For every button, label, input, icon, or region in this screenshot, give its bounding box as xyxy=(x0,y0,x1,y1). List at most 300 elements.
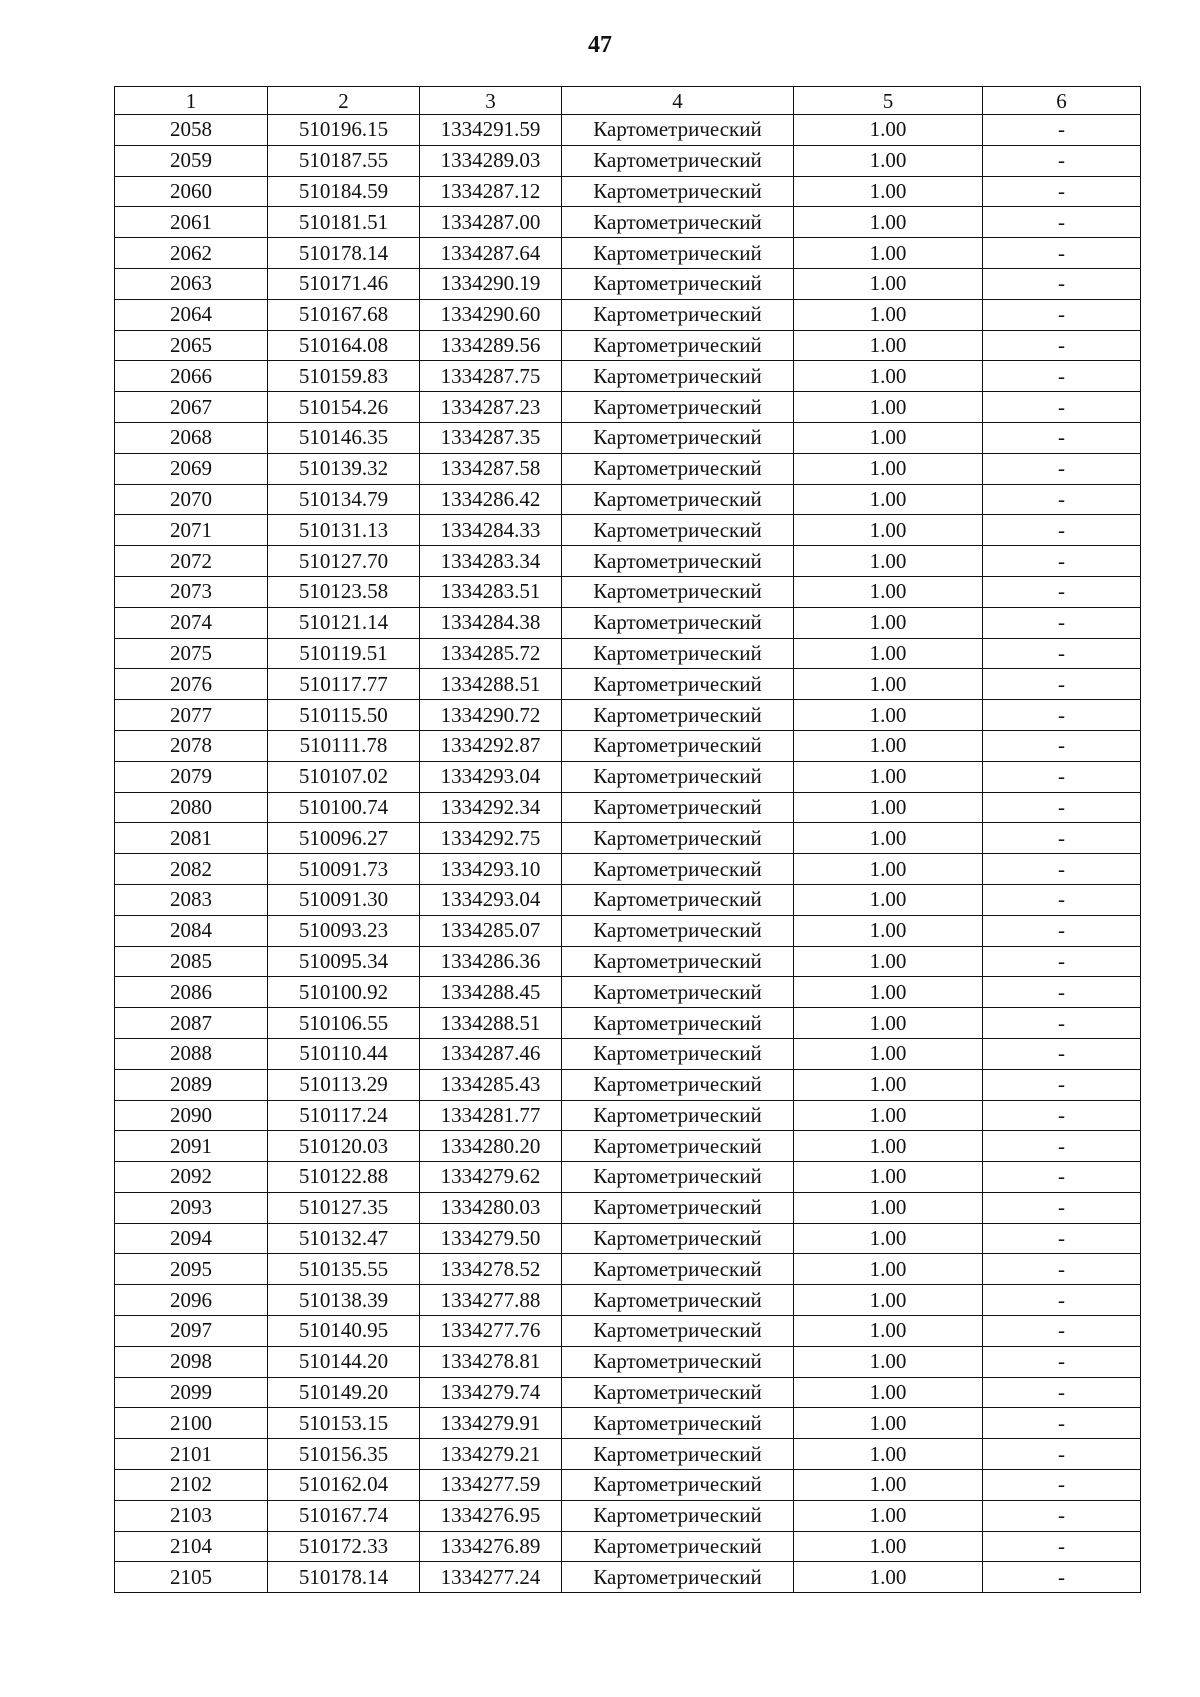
y-coordinate-cell: 1334279.62 xyxy=(420,1162,562,1193)
note-cell: - xyxy=(983,1531,1141,1562)
note-cell: - xyxy=(983,884,1141,915)
x-coordinate-cell: 510113.29 xyxy=(268,1069,420,1100)
point-number-cell: 2086 xyxy=(115,977,268,1008)
note-cell: - xyxy=(983,638,1141,669)
method-cell: Картометрический xyxy=(562,546,794,577)
y-coordinate-cell: 1334284.33 xyxy=(420,515,562,546)
table-row xyxy=(115,1531,1141,1562)
accuracy-cell: 1.00 xyxy=(794,761,983,792)
point-number-cell: 2060 xyxy=(115,176,268,207)
method-cell: Картометрический xyxy=(562,730,794,761)
y-coordinate-cell: 1334289.03 xyxy=(420,145,562,176)
note-cell: - xyxy=(983,823,1141,854)
point-number-cell: 2098 xyxy=(115,1346,268,1377)
point-number-cell: 2074 xyxy=(115,607,268,638)
method-cell: Картометрический xyxy=(562,515,794,546)
note-cell: - xyxy=(983,854,1141,885)
table-row xyxy=(115,1100,1141,1131)
accuracy-cell: 1.00 xyxy=(794,730,983,761)
note-cell: - xyxy=(983,1316,1141,1347)
point-number-cell: 2084 xyxy=(115,915,268,946)
method-cell: Картометрический xyxy=(562,145,794,176)
x-coordinate-cell: 510138.39 xyxy=(268,1285,420,1316)
x-coordinate-cell: 510115.50 xyxy=(268,700,420,731)
y-coordinate-cell: 1334285.72 xyxy=(420,638,562,669)
method-cell: Картометрический xyxy=(562,1100,794,1131)
table-row xyxy=(115,576,1141,607)
y-coordinate-cell: 1334279.21 xyxy=(420,1439,562,1470)
point-number-cell: 2089 xyxy=(115,1069,268,1100)
table-row xyxy=(115,1377,1141,1408)
y-coordinate-cell: 1334287.00 xyxy=(420,207,562,238)
y-coordinate-cell: 1334276.95 xyxy=(420,1500,562,1531)
method-cell: Картометрический xyxy=(562,977,794,1008)
accuracy-cell: 1.00 xyxy=(794,546,983,577)
x-coordinate-cell: 510119.51 xyxy=(268,638,420,669)
y-coordinate-cell: 1334288.45 xyxy=(420,977,562,1008)
point-number-cell: 2091 xyxy=(115,1131,268,1162)
note-cell: - xyxy=(983,576,1141,607)
x-coordinate-cell: 510135.55 xyxy=(268,1254,420,1285)
accuracy-cell: 1.00 xyxy=(794,1531,983,1562)
method-cell: Картометрический xyxy=(562,1162,794,1193)
y-coordinate-cell: 1334290.72 xyxy=(420,700,562,731)
note-cell: - xyxy=(983,977,1141,1008)
method-cell: Картометрический xyxy=(562,1223,794,1254)
table-row xyxy=(115,546,1141,577)
x-coordinate-cell: 510167.68 xyxy=(268,299,420,330)
x-coordinate-cell: 510110.44 xyxy=(268,1038,420,1069)
method-cell: Картометрический xyxy=(562,238,794,269)
y-coordinate-cell: 1334293.04 xyxy=(420,884,562,915)
point-number-cell: 2088 xyxy=(115,1038,268,1069)
note-cell: - xyxy=(983,422,1141,453)
x-coordinate-cell: 510096.27 xyxy=(268,823,420,854)
note-cell: - xyxy=(983,546,1141,577)
method-cell: Картометрический xyxy=(562,422,794,453)
method-cell: Картометрический xyxy=(562,761,794,792)
x-coordinate-cell: 510196.15 xyxy=(268,115,420,146)
note-cell: - xyxy=(983,207,1141,238)
table-row xyxy=(115,1162,1141,1193)
point-number-cell: 2092 xyxy=(115,1162,268,1193)
x-coordinate-cell: 510178.14 xyxy=(268,238,420,269)
accuracy-cell: 1.00 xyxy=(794,207,983,238)
accuracy-cell: 1.00 xyxy=(794,977,983,1008)
note-cell: - xyxy=(983,1162,1141,1193)
note-cell: - xyxy=(983,238,1141,269)
note-cell: - xyxy=(983,1439,1141,1470)
note-cell: - xyxy=(983,268,1141,299)
point-number-cell: 2101 xyxy=(115,1439,268,1470)
note-cell: - xyxy=(983,1500,1141,1531)
point-number-cell: 2059 xyxy=(115,145,268,176)
y-coordinate-cell: 1334286.42 xyxy=(420,484,562,515)
accuracy-cell: 1.00 xyxy=(794,145,983,176)
table-row xyxy=(115,238,1141,269)
accuracy-cell: 1.00 xyxy=(794,1100,983,1131)
x-coordinate-cell: 510139.32 xyxy=(268,453,420,484)
method-cell: Картометрический xyxy=(562,1408,794,1439)
method-cell: Картометрический xyxy=(562,1192,794,1223)
y-coordinate-cell: 1334280.20 xyxy=(420,1131,562,1162)
x-coordinate-cell: 510178.14 xyxy=(268,1562,420,1593)
x-coordinate-cell: 510122.88 xyxy=(268,1162,420,1193)
accuracy-cell: 1.00 xyxy=(794,823,983,854)
note-cell: - xyxy=(983,700,1141,731)
method-cell: Картометрический xyxy=(562,946,794,977)
x-coordinate-cell: 510187.55 xyxy=(268,145,420,176)
method-cell: Картометрический xyxy=(562,392,794,423)
accuracy-cell: 1.00 xyxy=(794,607,983,638)
accuracy-cell: 1.00 xyxy=(794,1470,983,1501)
y-coordinate-cell: 1334290.60 xyxy=(420,299,562,330)
accuracy-cell: 1.00 xyxy=(794,299,983,330)
y-coordinate-cell: 1334292.75 xyxy=(420,823,562,854)
table-row xyxy=(115,854,1141,885)
point-number-cell: 2080 xyxy=(115,792,268,823)
point-number-cell: 2078 xyxy=(115,730,268,761)
y-coordinate-cell: 1334283.51 xyxy=(420,576,562,607)
table-row xyxy=(115,515,1141,546)
note-cell: - xyxy=(983,392,1141,423)
accuracy-cell: 1.00 xyxy=(794,392,983,423)
note-cell: - xyxy=(983,669,1141,700)
point-number-cell: 2079 xyxy=(115,761,268,792)
accuracy-cell: 1.00 xyxy=(794,1192,983,1223)
point-number-cell: 2094 xyxy=(115,1223,268,1254)
note-cell: - xyxy=(983,453,1141,484)
x-coordinate-cell: 510091.30 xyxy=(268,884,420,915)
y-coordinate-cell: 1334284.38 xyxy=(420,607,562,638)
x-coordinate-cell: 510154.26 xyxy=(268,392,420,423)
y-coordinate-cell: 1334288.51 xyxy=(420,669,562,700)
y-coordinate-cell: 1334292.34 xyxy=(420,792,562,823)
coordinates-table xyxy=(114,86,1141,1593)
x-coordinate-cell: 510123.58 xyxy=(268,576,420,607)
y-coordinate-cell: 1334277.88 xyxy=(420,1285,562,1316)
accuracy-cell: 1.00 xyxy=(794,669,983,700)
point-number-cell: 2082 xyxy=(115,854,268,885)
note-cell: - xyxy=(983,730,1141,761)
point-number-cell: 2075 xyxy=(115,638,268,669)
column-header: 5 xyxy=(794,87,983,115)
table-row xyxy=(115,884,1141,915)
point-number-cell: 2100 xyxy=(115,1408,268,1439)
x-coordinate-cell: 510111.78 xyxy=(268,730,420,761)
table-body xyxy=(115,115,1141,1593)
x-coordinate-cell: 510164.08 xyxy=(268,330,420,361)
y-coordinate-cell: 1334280.03 xyxy=(420,1192,562,1223)
method-cell: Картометрический xyxy=(562,792,794,823)
method-cell: Картометрический xyxy=(562,453,794,484)
accuracy-cell: 1.00 xyxy=(794,946,983,977)
accuracy-cell: 1.00 xyxy=(794,238,983,269)
note-cell: - xyxy=(983,1100,1141,1131)
accuracy-cell: 1.00 xyxy=(794,1408,983,1439)
point-number-cell: 2076 xyxy=(115,669,268,700)
method-cell: Картометрический xyxy=(562,576,794,607)
accuracy-cell: 1.00 xyxy=(794,422,983,453)
y-coordinate-cell: 1334278.52 xyxy=(420,1254,562,1285)
x-coordinate-cell: 510107.02 xyxy=(268,761,420,792)
method-cell: Картометрический xyxy=(562,1038,794,1069)
point-number-cell: 2077 xyxy=(115,700,268,731)
note-cell: - xyxy=(983,1008,1141,1039)
note-cell: - xyxy=(983,946,1141,977)
method-cell: Картометрический xyxy=(562,669,794,700)
point-number-cell: 2090 xyxy=(115,1100,268,1131)
y-coordinate-cell: 1334287.58 xyxy=(420,453,562,484)
method-cell: Картометрический xyxy=(562,361,794,392)
table-row xyxy=(115,1223,1141,1254)
page-number: 47 xyxy=(588,32,612,58)
method-cell: Картометрический xyxy=(562,1316,794,1347)
y-coordinate-cell: 1334289.56 xyxy=(420,330,562,361)
accuracy-cell: 1.00 xyxy=(794,1285,983,1316)
table-row xyxy=(115,1500,1141,1531)
method-cell: Картометрический xyxy=(562,1069,794,1100)
method-cell: Картометрический xyxy=(562,484,794,515)
y-coordinate-cell: 1334281.77 xyxy=(420,1100,562,1131)
method-cell: Картометрический xyxy=(562,1008,794,1039)
y-coordinate-cell: 1334293.04 xyxy=(420,761,562,792)
table-row xyxy=(115,1562,1141,1593)
method-cell: Картометрический xyxy=(562,1531,794,1562)
note-cell: - xyxy=(983,1038,1141,1069)
note-cell: - xyxy=(983,1192,1141,1223)
table-row xyxy=(115,422,1141,453)
method-cell: Картометрический xyxy=(562,115,794,146)
point-number-cell: 2087 xyxy=(115,1008,268,1039)
accuracy-cell: 1.00 xyxy=(794,361,983,392)
accuracy-cell: 1.00 xyxy=(794,1038,983,1069)
x-coordinate-cell: 510117.77 xyxy=(268,669,420,700)
y-coordinate-cell: 1334292.87 xyxy=(420,730,562,761)
table-row xyxy=(115,392,1141,423)
x-coordinate-cell: 510171.46 xyxy=(268,268,420,299)
method-cell: Картометрический xyxy=(562,1439,794,1470)
accuracy-cell: 1.00 xyxy=(794,915,983,946)
y-coordinate-cell: 1334276.89 xyxy=(420,1531,562,1562)
y-coordinate-cell: 1334279.50 xyxy=(420,1223,562,1254)
y-coordinate-cell: 1334293.10 xyxy=(420,854,562,885)
x-coordinate-cell: 510127.70 xyxy=(268,546,420,577)
method-cell: Картометрический xyxy=(562,1500,794,1531)
y-coordinate-cell: 1334283.34 xyxy=(420,546,562,577)
column-header: 3 xyxy=(420,87,562,115)
accuracy-cell: 1.00 xyxy=(794,854,983,885)
y-coordinate-cell: 1334288.51 xyxy=(420,1008,562,1039)
point-number-cell: 2104 xyxy=(115,1531,268,1562)
note-cell: - xyxy=(983,1285,1141,1316)
table-row xyxy=(115,1254,1141,1285)
table-row xyxy=(115,1192,1141,1223)
point-number-cell: 2073 xyxy=(115,576,268,607)
method-cell: Картометрический xyxy=(562,1377,794,1408)
note-cell: - xyxy=(983,299,1141,330)
y-coordinate-cell: 1334277.24 xyxy=(420,1562,562,1593)
note-cell: - xyxy=(983,330,1141,361)
method-cell: Картометрический xyxy=(562,1346,794,1377)
accuracy-cell: 1.00 xyxy=(794,515,983,546)
x-coordinate-cell: 510167.74 xyxy=(268,1500,420,1531)
table-row xyxy=(115,453,1141,484)
x-coordinate-cell: 510134.79 xyxy=(268,484,420,515)
table-row xyxy=(115,638,1141,669)
accuracy-cell: 1.00 xyxy=(794,1223,983,1254)
table-row xyxy=(115,700,1141,731)
column-header: 4 xyxy=(562,87,794,115)
accuracy-cell: 1.00 xyxy=(794,176,983,207)
table-row xyxy=(115,792,1141,823)
table-row xyxy=(115,1038,1141,1069)
table-row xyxy=(115,330,1141,361)
y-coordinate-cell: 1334277.59 xyxy=(420,1470,562,1501)
point-number-cell: 2093 xyxy=(115,1192,268,1223)
point-number-cell: 2085 xyxy=(115,946,268,977)
x-coordinate-cell: 510140.95 xyxy=(268,1316,420,1347)
table-row xyxy=(115,1346,1141,1377)
accuracy-cell: 1.00 xyxy=(794,268,983,299)
point-number-cell: 2103 xyxy=(115,1500,268,1531)
accuracy-cell: 1.00 xyxy=(794,330,983,361)
note-cell: - xyxy=(983,1069,1141,1100)
point-number-cell: 2062 xyxy=(115,238,268,269)
accuracy-cell: 1.00 xyxy=(794,1439,983,1470)
method-cell: Картометрический xyxy=(562,1254,794,1285)
y-coordinate-cell: 1334277.76 xyxy=(420,1316,562,1347)
accuracy-cell: 1.00 xyxy=(794,576,983,607)
x-coordinate-cell: 510106.55 xyxy=(268,1008,420,1039)
method-cell: Картометрический xyxy=(562,299,794,330)
x-coordinate-cell: 510153.15 xyxy=(268,1408,420,1439)
method-cell: Картометрический xyxy=(562,915,794,946)
point-number-cell: 2095 xyxy=(115,1254,268,1285)
note-cell: - xyxy=(983,1223,1141,1254)
x-coordinate-cell: 510120.03 xyxy=(268,1131,420,1162)
accuracy-cell: 1.00 xyxy=(794,1377,983,1408)
table-row xyxy=(115,1069,1141,1100)
method-cell: Картометрический xyxy=(562,1562,794,1593)
x-coordinate-cell: 510091.73 xyxy=(268,854,420,885)
point-number-cell: 2066 xyxy=(115,361,268,392)
accuracy-cell: 1.00 xyxy=(794,1131,983,1162)
method-cell: Картометрический xyxy=(562,854,794,885)
y-coordinate-cell: 1334286.36 xyxy=(420,946,562,977)
method-cell: Картометрический xyxy=(562,207,794,238)
x-coordinate-cell: 510184.59 xyxy=(268,176,420,207)
y-coordinate-cell: 1334279.91 xyxy=(420,1408,562,1439)
point-number-cell: 2064 xyxy=(115,299,268,330)
column-header: 2 xyxy=(268,87,420,115)
note-cell: - xyxy=(983,915,1141,946)
note-cell: - xyxy=(983,515,1141,546)
point-number-cell: 2072 xyxy=(115,546,268,577)
accuracy-cell: 1.00 xyxy=(794,1069,983,1100)
table-row xyxy=(115,669,1141,700)
method-cell: Картометрический xyxy=(562,268,794,299)
note-cell: - xyxy=(983,1377,1141,1408)
table-row xyxy=(115,268,1141,299)
accuracy-cell: 1.00 xyxy=(794,1162,983,1193)
x-coordinate-cell: 510149.20 xyxy=(268,1377,420,1408)
table-row xyxy=(115,607,1141,638)
note-cell: - xyxy=(983,792,1141,823)
method-cell: Картометрический xyxy=(562,1285,794,1316)
x-coordinate-cell: 510162.04 xyxy=(268,1470,420,1501)
note-cell: - xyxy=(983,1346,1141,1377)
point-number-cell: 2070 xyxy=(115,484,268,515)
table-row xyxy=(115,730,1141,761)
x-coordinate-cell: 510132.47 xyxy=(268,1223,420,1254)
point-number-cell: 2065 xyxy=(115,330,268,361)
note-cell: - xyxy=(983,1254,1141,1285)
x-coordinate-cell: 510117.24 xyxy=(268,1100,420,1131)
table-row xyxy=(115,361,1141,392)
accuracy-cell: 1.00 xyxy=(794,1316,983,1347)
table-row xyxy=(115,1408,1141,1439)
x-coordinate-cell: 510156.35 xyxy=(268,1439,420,1470)
table-row xyxy=(115,1316,1141,1347)
x-coordinate-cell: 510100.74 xyxy=(268,792,420,823)
point-number-cell: 2061 xyxy=(115,207,268,238)
note-cell: - xyxy=(983,484,1141,515)
table-row xyxy=(115,915,1141,946)
y-coordinate-cell: 1334279.74 xyxy=(420,1377,562,1408)
method-cell: Картометрический xyxy=(562,1131,794,1162)
accuracy-cell: 1.00 xyxy=(794,792,983,823)
table-row xyxy=(115,1470,1141,1501)
accuracy-cell: 1.00 xyxy=(794,884,983,915)
x-coordinate-cell: 510093.23 xyxy=(268,915,420,946)
point-number-cell: 2069 xyxy=(115,453,268,484)
y-coordinate-cell: 1334290.19 xyxy=(420,268,562,299)
y-coordinate-cell: 1334285.07 xyxy=(420,915,562,946)
table-row xyxy=(115,1285,1141,1316)
note-cell: - xyxy=(983,361,1141,392)
x-coordinate-cell: 510144.20 xyxy=(268,1346,420,1377)
accuracy-cell: 1.00 xyxy=(794,1346,983,1377)
table-row xyxy=(115,299,1141,330)
accuracy-cell: 1.00 xyxy=(794,638,983,669)
note-cell: - xyxy=(983,115,1141,146)
column-header: 1 xyxy=(115,87,268,115)
table-row xyxy=(115,1008,1141,1039)
x-coordinate-cell: 510181.51 xyxy=(268,207,420,238)
accuracy-cell: 1.00 xyxy=(794,484,983,515)
table-row xyxy=(115,1131,1141,1162)
accuracy-cell: 1.00 xyxy=(794,1500,983,1531)
accuracy-cell: 1.00 xyxy=(794,1562,983,1593)
point-number-cell: 2102 xyxy=(115,1470,268,1501)
method-cell: Картометрический xyxy=(562,1470,794,1501)
accuracy-cell: 1.00 xyxy=(794,1008,983,1039)
accuracy-cell: 1.00 xyxy=(794,700,983,731)
method-cell: Картометрический xyxy=(562,176,794,207)
x-coordinate-cell: 510172.33 xyxy=(268,1531,420,1562)
header-row xyxy=(115,87,1141,115)
method-cell: Картометрический xyxy=(562,700,794,731)
x-coordinate-cell: 510100.92 xyxy=(268,977,420,1008)
note-cell: - xyxy=(983,607,1141,638)
table-row xyxy=(115,823,1141,854)
y-coordinate-cell: 1334287.35 xyxy=(420,422,562,453)
y-coordinate-cell: 1334287.64 xyxy=(420,238,562,269)
note-cell: - xyxy=(983,1408,1141,1439)
table-row xyxy=(115,207,1141,238)
accuracy-cell: 1.00 xyxy=(794,1254,983,1285)
